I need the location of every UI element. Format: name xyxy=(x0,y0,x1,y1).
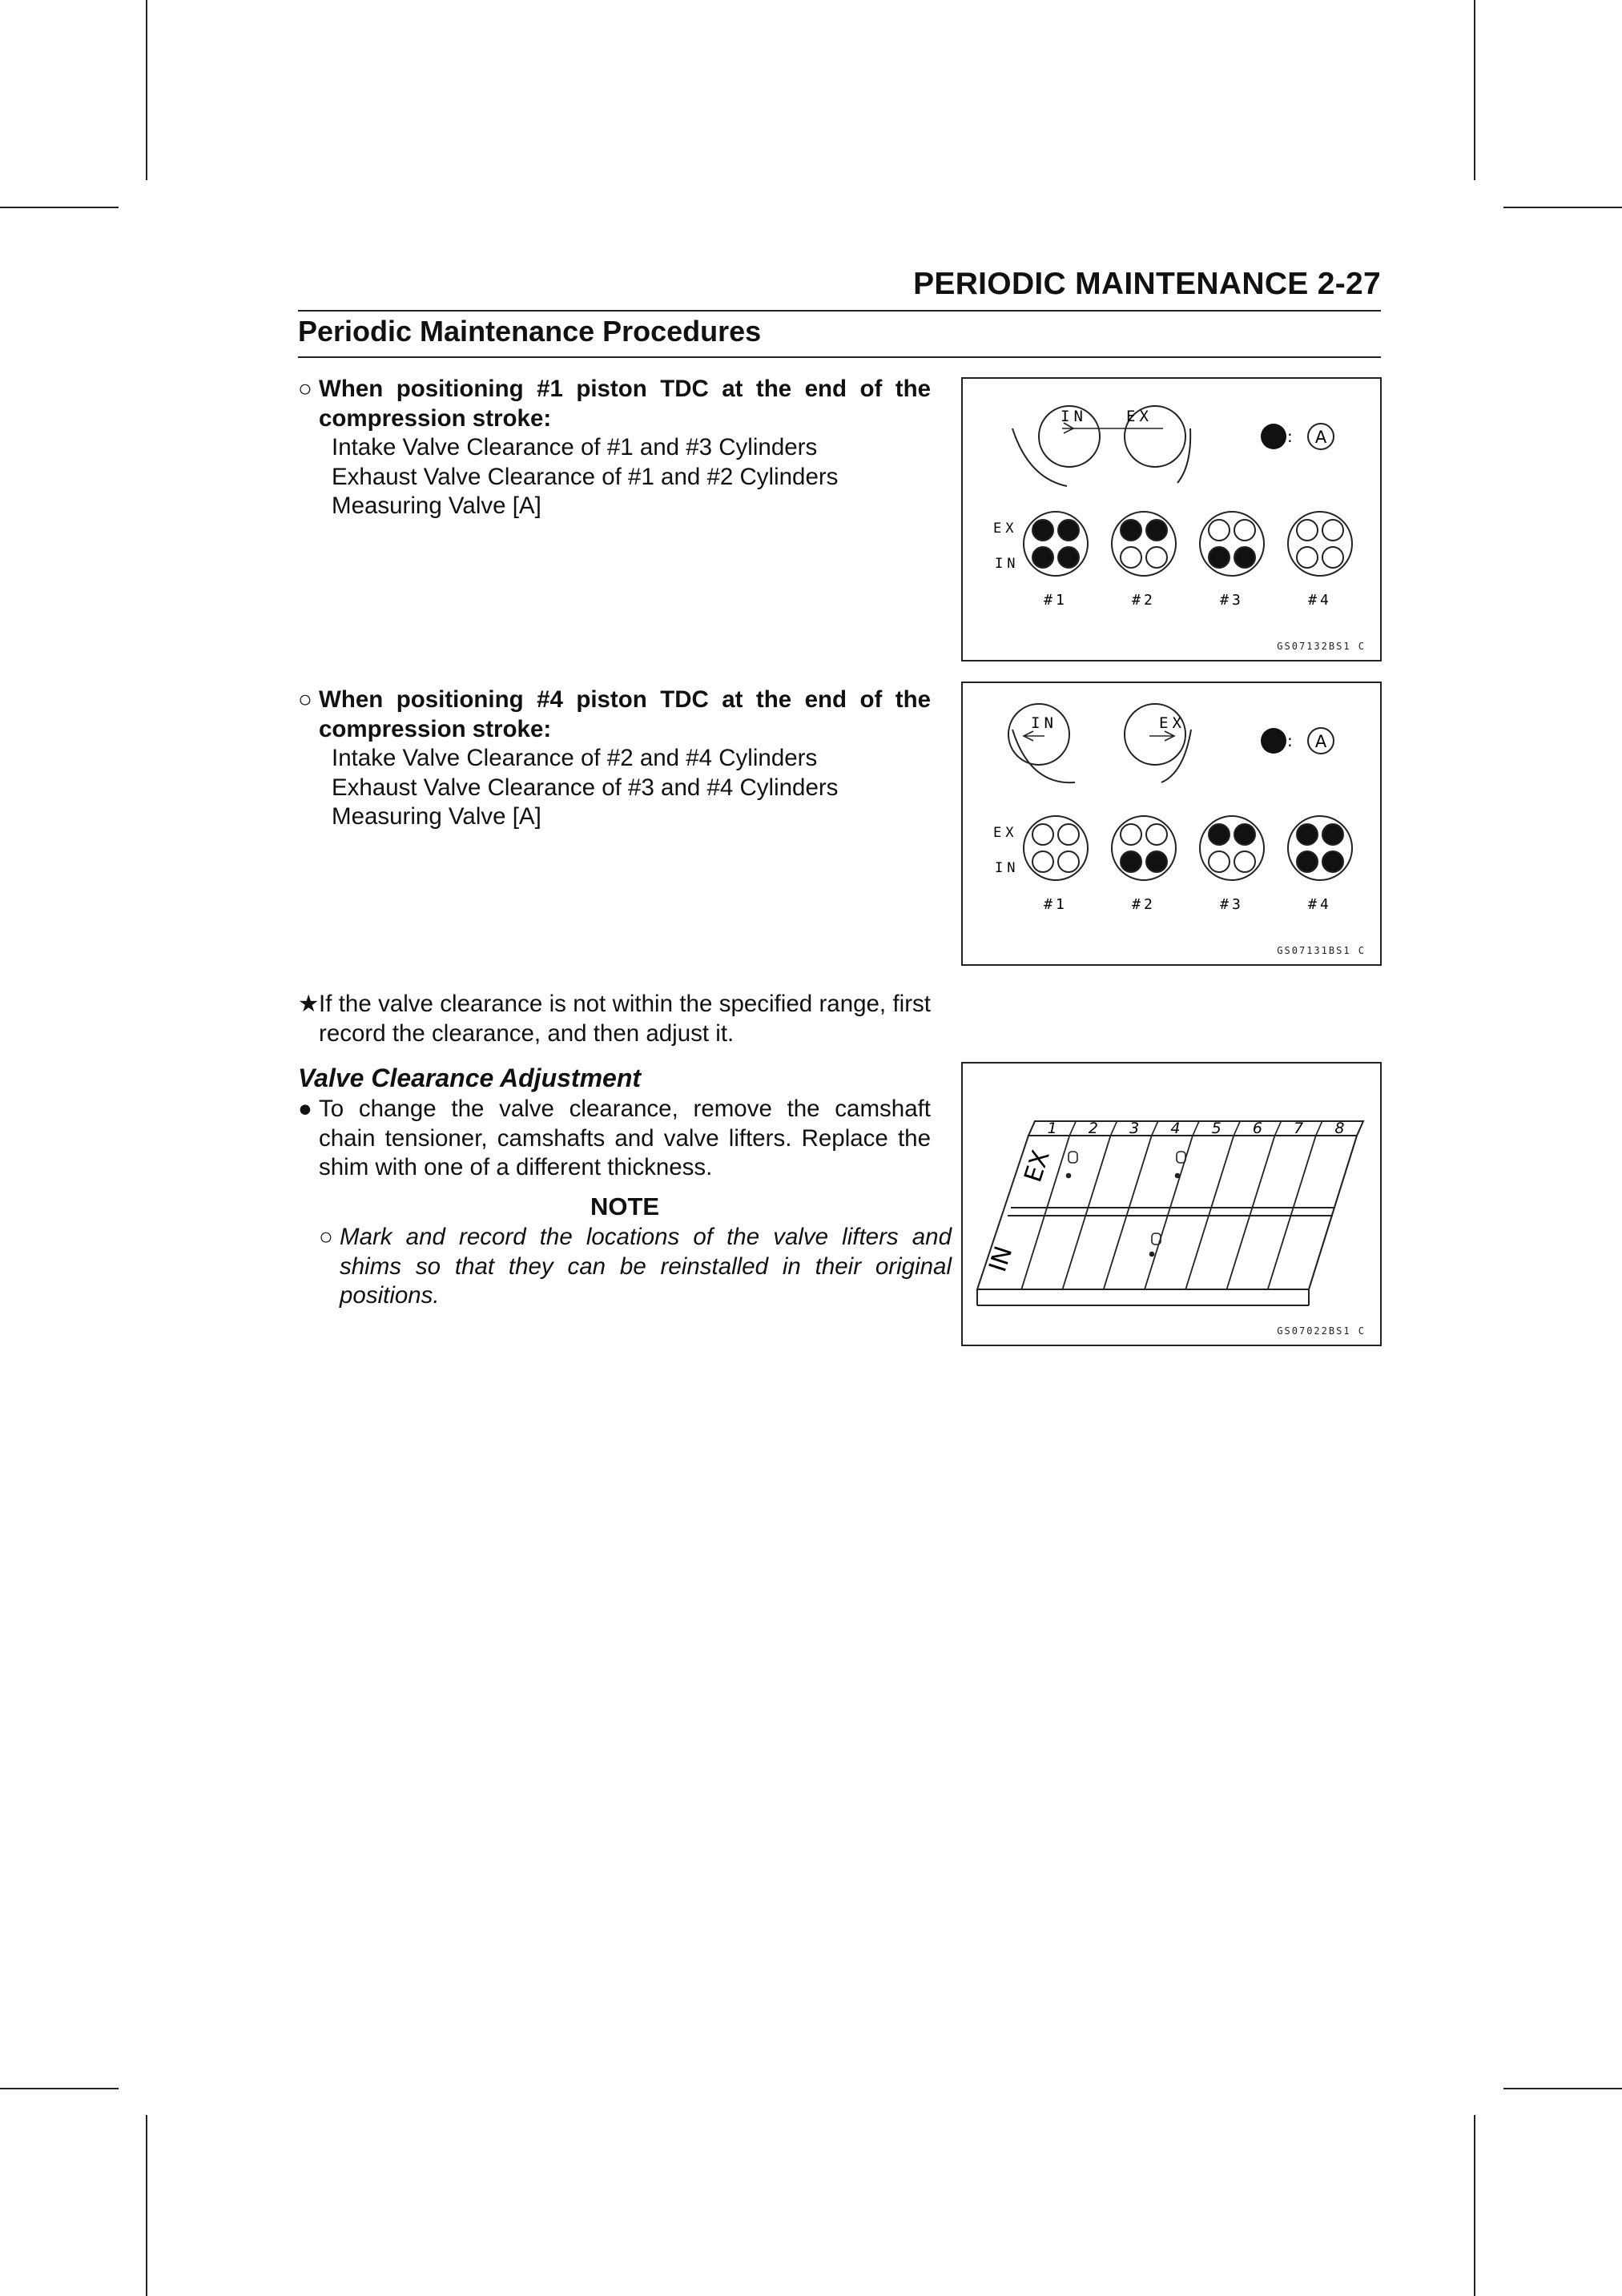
cylinder-label: #2 xyxy=(1132,592,1156,609)
tray-header-divider xyxy=(1357,1121,1363,1136)
procedure-line: Measuring Valve [A] xyxy=(332,493,541,519)
unmeasured-ex-valve xyxy=(1146,824,1167,845)
unmeasured-in-valve xyxy=(1032,851,1053,872)
tray-header-divider xyxy=(1193,1121,1199,1136)
procedure-line: Exhaust Valve Clearance of #3 and #4 Cylinders xyxy=(332,774,839,801)
row-in-label: IN xyxy=(995,860,1020,876)
unmeasured-ex-valve xyxy=(1322,520,1343,541)
cylinder-1 xyxy=(1024,512,1088,609)
figure-valve-diagram-1 xyxy=(961,377,1382,661)
unmeasured-in-valve xyxy=(1209,851,1230,872)
unmeasured-in-valve xyxy=(1058,851,1079,872)
measured-in-valve xyxy=(1058,547,1079,568)
tray-columns xyxy=(1021,1120,1363,1289)
row-ex-label: EX xyxy=(993,825,1018,841)
tray-header-divider xyxy=(1152,1121,1158,1136)
cylinder-bore xyxy=(1024,512,1088,576)
cylinder-2 xyxy=(1112,816,1176,913)
circle-marker: ○ xyxy=(319,1224,333,1250)
tray-divider xyxy=(1309,1136,1357,1289)
cylinder-label: #3 xyxy=(1220,592,1244,609)
unmeasured-in-valve xyxy=(1322,547,1343,568)
unmeasured-in-valve xyxy=(1146,547,1167,568)
crop-mark xyxy=(0,2088,119,2089)
adjustment-bullet-line xyxy=(298,1095,931,1183)
tray-outline xyxy=(977,1121,1363,1305)
measured-in-valve xyxy=(1322,851,1343,872)
cylinder-label: #4 xyxy=(1308,896,1332,913)
tray-column-label: 1 xyxy=(1047,1120,1057,1137)
measured-in-valve xyxy=(1121,851,1141,872)
cylinder-bore xyxy=(1288,816,1352,880)
tray-header-divider xyxy=(1069,1121,1076,1136)
measured-ex-valve xyxy=(1058,520,1079,541)
note-title: NOTE xyxy=(590,1192,660,1220)
legend-letter: A xyxy=(1314,428,1327,447)
row-ex-label: EX xyxy=(993,521,1018,537)
adjustment-bullet xyxy=(298,1095,931,1183)
bullet-marker: ● xyxy=(298,1096,312,1122)
measured-ex-valve xyxy=(1234,824,1255,845)
tray-column-label: 5 xyxy=(1211,1120,1222,1137)
tray-column-label: 2 xyxy=(1088,1120,1098,1137)
crop-mark xyxy=(1474,0,1475,180)
cam-in-label: IN xyxy=(1031,714,1057,732)
cylinder-label: #1 xyxy=(1044,592,1068,609)
cylinder-bore xyxy=(1288,512,1352,576)
tray-divider xyxy=(1104,1136,1152,1289)
unmeasured-ex-valve xyxy=(1209,520,1230,541)
measured-in-valve xyxy=(1032,547,1053,568)
measured-ex-valve xyxy=(1297,824,1318,845)
figure-code: GS07131BS1 C xyxy=(1277,945,1366,956)
measured-ex-valve xyxy=(1209,824,1230,845)
note-text-block xyxy=(319,1223,952,1311)
crop-mark xyxy=(1503,207,1622,208)
procedure-lead-text: When positioning #4 piston TDC at the end of the compression stroke: xyxy=(319,686,931,742)
cylinder-group xyxy=(1024,512,1352,609)
star-marker: ★ xyxy=(298,991,320,1017)
adjustment-text: To change the valve clearance, remove the camshaft chain tensioner, camshafts and valve lifters. Replace the shim with one of a different thickness. xyxy=(319,1096,931,1180)
unmeasured-ex-valve xyxy=(1032,824,1053,845)
procedure-block-1 xyxy=(298,375,931,521)
unmeasured-in-valve xyxy=(1234,851,1255,872)
valve-diagram-1 xyxy=(963,379,1383,663)
procedure-lead-text: When positioning #1 piston TDC at the end of the compression stroke: xyxy=(319,376,931,432)
star-note-text: If the valve clearance is not within the specified range, first record the clearance, and then adjust it. xyxy=(319,991,931,1047)
procedure-line: Intake Valve Clearance of #2 and #4 Cylinders xyxy=(332,745,818,771)
cylinder-label: #1 xyxy=(1044,896,1068,913)
unmeasured-ex-valve xyxy=(1121,824,1141,845)
circle-marker: ○ xyxy=(298,686,312,713)
cylinder-3 xyxy=(1200,512,1264,609)
note-text: Mark and record the locations of the valve lifters and shims so that they can be reinstalled in their original positions. xyxy=(340,1224,952,1309)
section-rule xyxy=(298,356,1381,358)
tray-header-divider xyxy=(1111,1121,1117,1136)
cylinder-bore xyxy=(1112,816,1176,880)
section-title: Periodic Maintenance Procedures xyxy=(298,315,762,348)
crop-mark xyxy=(1503,2088,1622,2089)
crop-mark xyxy=(146,0,147,180)
tray-header-divider xyxy=(1275,1121,1282,1136)
star-note xyxy=(298,990,931,1048)
cylinder-label: #4 xyxy=(1308,592,1332,609)
legend-colon: : xyxy=(1287,731,1293,750)
tray-divider xyxy=(1227,1136,1275,1289)
unmeasured-ex-valve xyxy=(1297,520,1318,541)
measured-in-valve xyxy=(1234,547,1255,568)
lifter-tray-diagram xyxy=(963,1064,1383,1348)
measured-ex-valve xyxy=(1121,520,1141,541)
lifter-markers xyxy=(1067,1152,1186,1257)
procedure-line: Intake Valve Clearance of #1 and #3 Cylinders xyxy=(332,434,818,460)
legend-letter: A xyxy=(1314,732,1327,751)
unmeasured-ex-valve xyxy=(1058,824,1079,845)
cylinder-group xyxy=(1024,816,1352,913)
tray-column-label: 3 xyxy=(1129,1120,1140,1137)
cylinder-label: #2 xyxy=(1132,896,1156,913)
row-in-label: IN xyxy=(995,556,1020,572)
tray-header-divider xyxy=(1234,1121,1240,1136)
crop-mark xyxy=(146,2115,147,2296)
procedure-line: Measuring Valve [A] xyxy=(332,803,541,830)
procedure-lead xyxy=(298,686,931,744)
cylinder-3 xyxy=(1200,816,1264,913)
unmeasured-in-valve xyxy=(1297,547,1318,568)
procedure-block-2 xyxy=(298,686,931,832)
tray-column-label: 7 xyxy=(1294,1120,1304,1137)
cylinder-2 xyxy=(1112,512,1176,609)
cam-ex-label: EX xyxy=(1159,714,1185,732)
crop-mark xyxy=(0,207,119,208)
legend-colon: : xyxy=(1287,427,1293,446)
measured-in-valve xyxy=(1297,851,1318,872)
tray-divider xyxy=(1063,1136,1111,1289)
tray-row-ex-label: EX xyxy=(1019,1147,1056,1186)
measured-ex-valve xyxy=(1146,520,1167,541)
tray-row-in-label: IN xyxy=(984,1242,1019,1276)
measured-ex-valve xyxy=(1322,824,1343,845)
unmeasured-in-valve xyxy=(1121,547,1141,568)
cylinder-bore xyxy=(1024,816,1088,880)
figure-lifter-tray xyxy=(961,1062,1382,1346)
cylinder-bore xyxy=(1200,512,1264,576)
header-rule xyxy=(298,310,1381,312)
cylinder-1 xyxy=(1024,816,1088,913)
cam-in-label: IN xyxy=(1061,408,1087,425)
camshaft-lobes xyxy=(1012,406,1190,486)
procedure-line: Exhaust Valve Clearance of #1 and #2 Cylinders xyxy=(332,463,839,490)
procedure-lead xyxy=(298,375,931,433)
tray-header-divider xyxy=(1316,1121,1322,1136)
procedure-block-3 xyxy=(298,990,931,1048)
measured-in-valve xyxy=(1146,851,1167,872)
cam-ex-label: EX xyxy=(1126,408,1153,425)
tray-divider xyxy=(1185,1136,1234,1289)
measured-ex-valve xyxy=(1032,520,1053,541)
legend-filled-dot xyxy=(1261,728,1286,754)
circle-marker: ○ xyxy=(298,376,312,402)
cylinder-bore xyxy=(1112,512,1176,576)
cylinder-4 xyxy=(1288,816,1352,913)
subsection-title: Valve Clearance Adjustment xyxy=(298,1064,642,1092)
tray-column-label: 6 xyxy=(1252,1120,1262,1137)
cylinder-4 xyxy=(1288,512,1352,609)
page-header-title: PERIODIC MAINTENANCE 2-27 xyxy=(913,267,1381,301)
legend-filled-dot xyxy=(1261,424,1286,449)
figure-code: GS07022BS1 C xyxy=(1277,1325,1366,1337)
figure-code: GS07132BS1 C xyxy=(1277,641,1366,652)
measured-in-valve xyxy=(1209,547,1230,568)
valve-diagram-2 xyxy=(963,683,1383,967)
tray-header-divider xyxy=(1028,1121,1035,1136)
tray-divider xyxy=(1268,1136,1316,1289)
figure-valve-diagram-2 xyxy=(961,682,1382,966)
unmeasured-ex-valve xyxy=(1234,520,1255,541)
tray-column-label: 8 xyxy=(1334,1120,1345,1137)
cylinder-bore xyxy=(1200,816,1264,880)
crop-mark xyxy=(1474,2115,1475,2296)
tray-column-label: 4 xyxy=(1170,1120,1181,1137)
cylinder-label: #3 xyxy=(1220,896,1244,913)
